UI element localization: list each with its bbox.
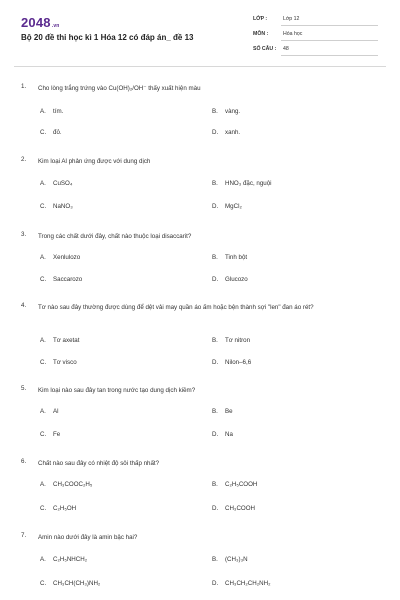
option-letter: D. <box>212 505 219 512</box>
question-text: Trong các chất dưới đây, chất nào thuộc loại disaccarit? <box>38 233 192 240</box>
option-text: HNO₃ đặc, nguội <box>225 180 272 187</box>
question-number: 4. <box>21 302 27 309</box>
option-letter: B. <box>212 408 218 415</box>
question-text: Cho lòng trắng trứng vào Cu(OH)₂/OH⁻ thấy xuất hiện màu <box>38 85 201 92</box>
option-text: Tơ axetat <box>53 337 80 344</box>
question-text: Amin nào dưới đây là amin bậc hai? <box>38 534 138 541</box>
option-text: CH₃CH(CH₃)NH₂ <box>53 580 101 587</box>
option-letter: A. <box>40 254 46 261</box>
option-letter: A. <box>40 337 46 344</box>
option-letter: B. <box>212 337 218 344</box>
meta-underline <box>281 55 378 56</box>
option-letter: B. <box>212 108 218 115</box>
question-text: Kim loại Al phản ứng được với dung dịch <box>38 158 151 165</box>
option-letter: A. <box>40 481 46 488</box>
option-text: C₂H₅OH <box>53 505 77 512</box>
meta-value: Hóa học <box>283 31 303 37</box>
logo-main: 2048 <box>21 15 51 30</box>
option-text: Al <box>53 408 59 415</box>
option-text: Xenlulozo <box>53 254 81 261</box>
option-letter: D. <box>212 276 219 283</box>
option-letter: D. <box>212 203 219 210</box>
meta-underline <box>281 25 378 26</box>
option-letter: C. <box>40 276 47 283</box>
question-number: 2. <box>21 156 27 163</box>
option-text: Tơ visco <box>53 359 77 366</box>
option-letter: B. <box>212 254 218 261</box>
option-text: đỏ. <box>53 129 62 136</box>
option-text: xanh. <box>225 129 241 136</box>
question-text: Tơ nào sau đây thường được dùng để dệt vải may quần áo ấm hoặc bện thành sợi "len" đan áo rét? <box>38 304 314 311</box>
option-text: Be <box>225 408 233 415</box>
option-letter: D. <box>212 129 219 136</box>
header-divider <box>14 66 386 67</box>
option-text: Glucozo <box>225 276 248 283</box>
option-text: CuSO₄ <box>53 180 73 187</box>
meta-value: Lớp 12 <box>283 16 300 22</box>
option-letter: B. <box>212 180 218 187</box>
option-letter: D. <box>212 431 219 438</box>
question-number: 3. <box>21 231 27 238</box>
option-text: Nilon–6,6 <box>225 359 252 366</box>
question-number: 6. <box>21 458 27 465</box>
meta-label: SỐ CÂU : <box>253 46 277 52</box>
option-text: Tơ nitron <box>225 337 251 344</box>
option-text: tím. <box>53 108 64 115</box>
option-letter: A. <box>40 408 46 415</box>
option-text: Tinh bột <box>225 254 248 261</box>
option-text: C₂H₅NHCH₂ <box>53 556 88 563</box>
option-letter: C. <box>40 431 47 438</box>
page-header <box>0 0 400 66</box>
meta-value: 48 <box>283 46 289 52</box>
option-letter: B. <box>212 556 218 563</box>
option-letter: C. <box>40 129 47 136</box>
document-title: Bộ 20 đề thi học kì 1 Hóa 12 có đáp án_ đề 13 <box>21 33 194 42</box>
option-letter: A. <box>40 180 46 187</box>
option-letter: C. <box>40 203 47 210</box>
option-letter: C. <box>40 359 47 366</box>
question-text: Kim loại nào sau đây tan trong nước tạo dung dịch kiềm? <box>38 387 196 394</box>
option-text: vàng. <box>225 108 241 115</box>
question-number: 7. <box>21 532 27 539</box>
option-letter: A. <box>40 556 46 563</box>
option-letter: C. <box>40 505 47 512</box>
option-text: MgCl₂ <box>225 203 242 210</box>
option-letter: D. <box>212 359 219 366</box>
option-text: CH₃COOH <box>225 505 256 512</box>
question-number: 5. <box>21 385 27 392</box>
meta-underline <box>281 40 378 41</box>
site-logo[interactable] <box>21 15 60 30</box>
option-letter: B. <box>212 481 218 488</box>
logo-sub: .vn <box>51 23 60 29</box>
question-text: Chất nào sau đây có nhiệt độ sôi thấp nhất? <box>38 460 160 467</box>
option-text: Fe <box>53 431 61 438</box>
question-number: 1. <box>21 83 27 90</box>
meta-label: MÔN : <box>253 31 269 37</box>
option-text: CH₃CH₂CH₂NH₂ <box>225 580 271 587</box>
meta-label: LỚP : <box>253 16 268 22</box>
option-letter: C. <box>40 580 47 587</box>
option-text: Saccarozo <box>53 276 83 283</box>
option-text: CH₃COOC₂H₅ <box>53 481 93 488</box>
option-text: C₂H₅COOH <box>225 481 258 488</box>
option-letter: A. <box>40 108 46 115</box>
option-text: NaNO₃ <box>53 203 73 210</box>
option-letter: D. <box>212 580 219 587</box>
option-text: Na <box>225 431 233 438</box>
option-text: (CH₃)₃N <box>225 556 248 563</box>
